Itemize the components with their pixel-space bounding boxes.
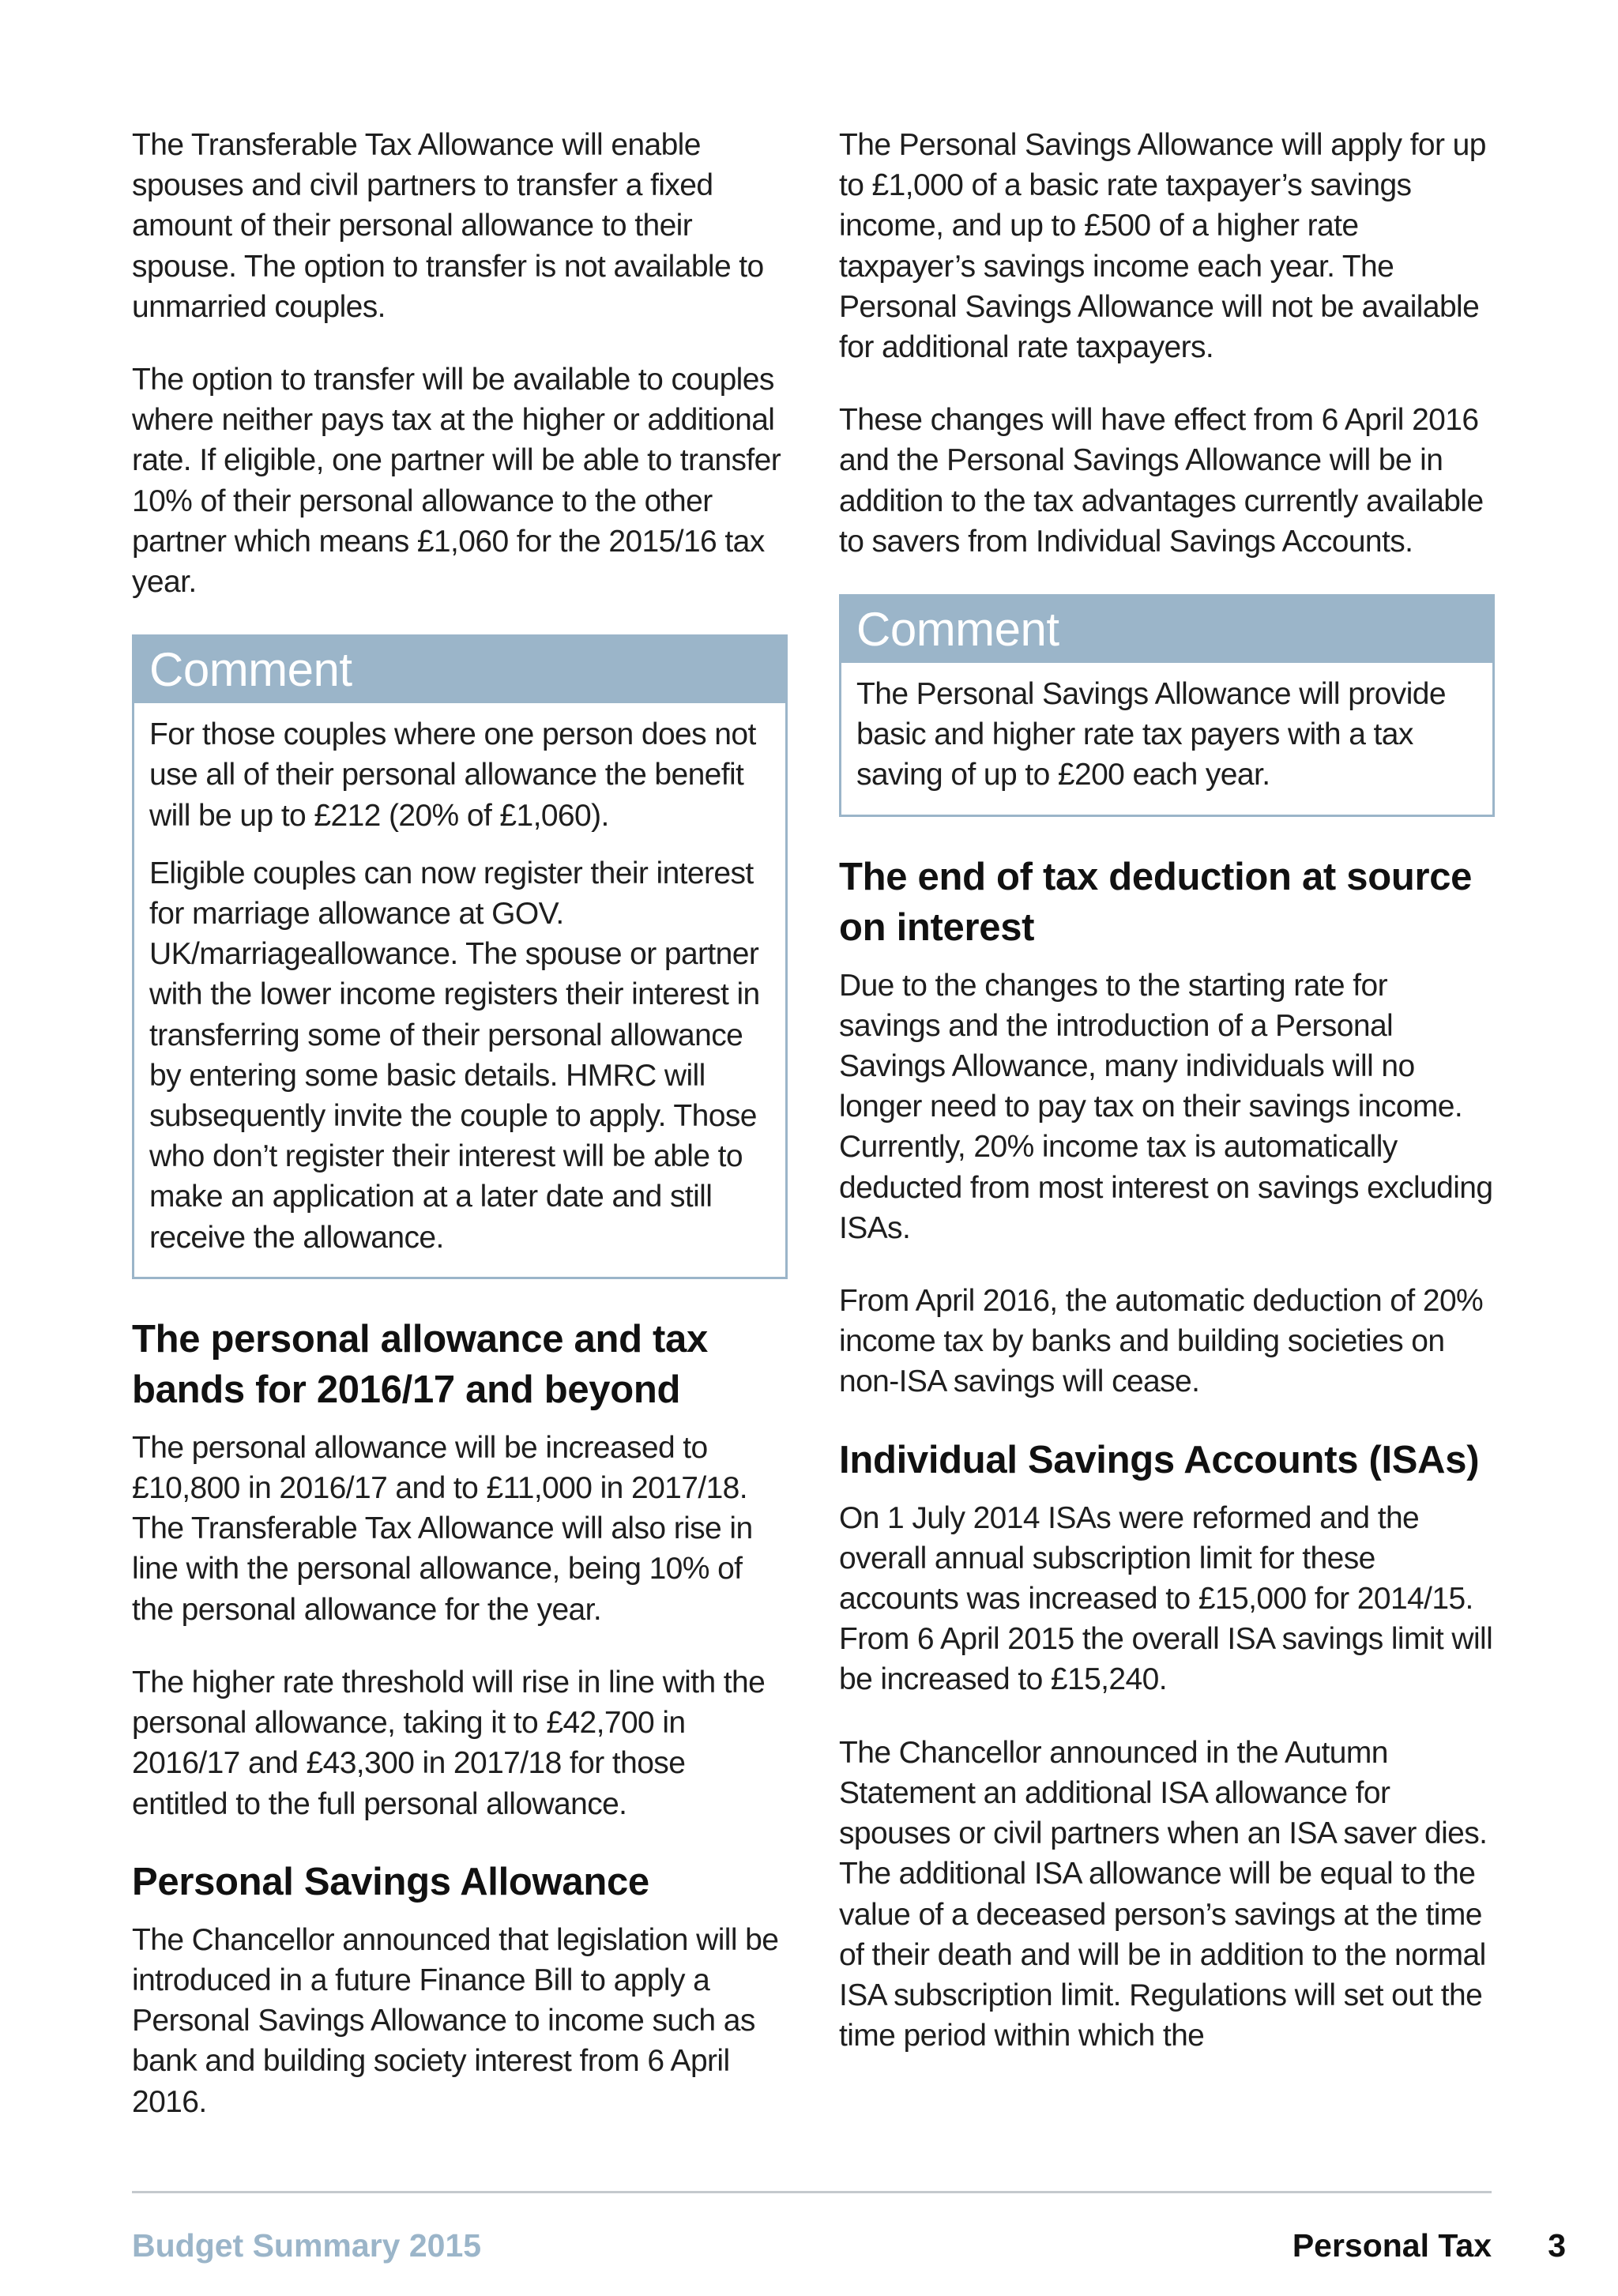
- psa-limits-paragraph: The Personal Savings Allowance will apply for up to £1,000 of a basic rate taxpayer’s savings income, and up to £500 of a higher rate taxpayer’s savings income each year. The Personal Savings Allowance will not be available for additional rate taxpayers.: [839, 128, 1486, 365]
- personal-savings-allowance-heading: Personal Savings Allowance: [132, 1860, 649, 1903]
- comment-box-body: [841, 663, 1492, 815]
- page-number: 3: [1548, 2227, 1566, 2264]
- isa-additional-allowance-paragraph: The Chancellor announced in the Autumn Statement an additional ISA allowance for spouses or civil partners when an ISA saver dies. The additional ISA allowance will be equal to the value of a deceased person’s savings at the time of their death and will be in addition to the normal ISA subscription limit. Regulations will set out the time period within which the: [839, 1735, 1488, 2053]
- transferable-allowance-paragraph: The Transferable Tax Allowance will enable spouses and civil partners to transfer a fixed amount of their personal allowance to their spouse. The option to transfer is not available to unmarried couples.: [132, 128, 764, 324]
- comment-register-paragraph: Eligible couples can now register their interest for marriage allowance at GOV. UK/marriageallowance. The spouse or partner with the lower income registers their interest in transferring some of their personal allowance by entering some basic details. HMRC will subsequently invite the couple to apply. Those who don’t register their interest will be able to make an application at a later date and still receive the allowance.: [149, 856, 760, 1255]
- comment-box-title: Comment: [841, 597, 1492, 663]
- right-column: [839, 125, 1495, 2088]
- left-column: [132, 125, 788, 2155]
- tax-bands-heading: The personal allowance and tax bands for 2016/17 and beyond: [132, 1317, 708, 1411]
- footer-publication-title: Budget Summary 2015: [132, 2227, 482, 2264]
- comment-psa-saving-paragraph: The Personal Savings Allowance will provide basic and higher rate tax payers with a tax saving of up to £200 each year.: [856, 677, 1446, 792]
- footer-section-title: Personal Tax: [1292, 2227, 1492, 2264]
- isa-heading: Individual Savings Accounts (ISAs): [839, 1438, 1480, 1481]
- footer-divider: [132, 2191, 1492, 2193]
- comment-benefit-paragraph: For those couples where one person does not use all of their personal allowance the benefit will be up to £212 (20% of £1,060).: [149, 717, 756, 833]
- isa-reform-paragraph: On 1 July 2014 ISAs were reformed and the overall annual subscription limit for these accounts was increased to £15,000 for 2014/15. From 6 April 2015 the overall ISA savings limit will be increased to £15,240.: [839, 1500, 1493, 1697]
- comment-box-title: Comment: [134, 637, 785, 703]
- psa-effective-date-paragraph: These changes will have effect from 6 April 2016 and the Personal Savings Allowance will be in addition to the tax advantages currently available to savers from Individual Savings Accounts.: [839, 403, 1484, 559]
- psa-legislation-paragraph: The Chancellor announced that legislation will be introduced in a future Finance Bill to apply a Personal Savings Allowance to income such as bank and building society interest from 6 April 2016.: [132, 1922, 779, 2119]
- higher-rate-threshold-paragraph: The higher rate threshold will rise in line with the personal allowance, taking it to £42,700 in 2016/17 and £43,300 in 2017/18 for those entitled to the full personal allowance.: [132, 1665, 766, 1821]
- tax-deduction-heading: The end of tax deduction at source on interest: [839, 855, 1473, 949]
- comment-box-body: [134, 703, 785, 1277]
- deduction-cease-paragraph: From April 2016, the automatic deduction of 20% income tax by banks and building societies on non-ISA savings will cease.: [839, 1284, 1484, 1399]
- comment-box-psa: [839, 594, 1495, 817]
- comment-box-marriage-allowance: [132, 634, 788, 1279]
- transfer-eligibility-paragraph: The option to transfer will be available to couples where neither pays tax at the higher or additional rate. If eligible, one partner will be able to transfer 10% of their personal allowance to the other partner which means £1,060 for the 2015/16 tax year.: [132, 363, 781, 600]
- deduction-changes-paragraph: Due to the changes to the starting rate for savings and the introduction of a Personal Savings Allowance, many individuals will no longer need to pay tax on their savings income. Currently, 20% income tax is automatically deducted from most interest on savings excluding ISAs.: [839, 968, 1493, 1245]
- personal-allowance-increase-paragraph: The personal allowance will be increased to £10,800 in 2016/17 and to £11,000 in 2017/18. The Transferable Tax Allowance will also rise in line with the personal allowance, being 10% of the personal allowance for the year.: [132, 1430, 753, 1627]
